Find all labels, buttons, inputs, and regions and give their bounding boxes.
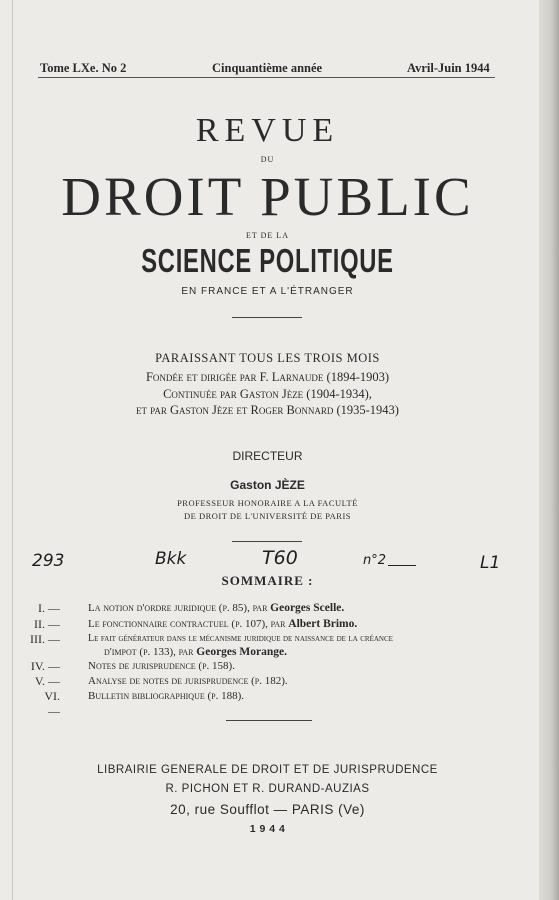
handwritten-note-3: T60	[262, 547, 298, 569]
continued-line: Continuée par Gaston Jèze (1904-1934),	[163, 387, 372, 401]
toc-entry-cont: d'impot (p. 133), par Georges Morange.	[104, 646, 287, 658]
handwritten-note-2: Bkk	[155, 549, 187, 569]
toc-number: V. —	[34, 674, 60, 688]
toc-entry: Bulletin bibliographique (p. 188).	[88, 690, 245, 702]
handwritten-dash	[388, 565, 416, 566]
toc-entry: Notes de jurisprudence (p. 158).	[88, 660, 235, 672]
director-name: Gaston JÈZE	[230, 478, 305, 492]
header-rule	[38, 77, 495, 78]
publisher-owners: R. PICHON ET R. DURAND-AUZIAS	[165, 783, 370, 795]
title-et-de-la: ET DE LA	[246, 231, 289, 240]
toc-entry: Analyse de notes de jurisprudence (p. 182).	[88, 675, 288, 687]
toc-entry: Le fait générateur dans le mécanisme juridique de naissance de la créance	[88, 633, 393, 644]
title-science-politique: SCIENCE POLITIQUE	[141, 242, 394, 279]
publication-frequency: PARAISSANT TOUS LES TROIS MOIS	[155, 351, 380, 365]
handwritten-note-1: 293	[32, 551, 65, 571]
handwritten-note-5: L1	[480, 553, 501, 573]
toc-number: VI. —	[44, 689, 60, 718]
director-label: DIRECTEUR	[232, 449, 303, 463]
sommaire-rule	[226, 720, 312, 721]
toc-entry: Le fonctionnaire contractuel (p. 107), par Albert Brimo.	[88, 618, 358, 630]
toc-number: II. —	[34, 617, 60, 631]
toc-number: IV. —	[30, 659, 60, 673]
director-role-1: PROFESSEUR HONORAIRE A LA FACULTÉ	[177, 498, 358, 508]
founded-line: Fondée et dirigée par F. Larnaude (1894-1903)	[145, 370, 390, 384]
year-count: Cinquantième année	[212, 61, 323, 75]
issue-date: Avril-Juin 1944	[407, 61, 490, 75]
title-du: DU	[260, 155, 275, 164]
title-rule	[232, 317, 302, 318]
director-rule	[232, 541, 302, 542]
tome-number: Tome LXe. No 2	[40, 61, 127, 75]
sommaire-title: SOMMAIRE :	[221, 573, 314, 588]
director-role-2: DE DROIT DE L'UNIVERSITÉ DE PARIS	[183, 511, 352, 521]
page-edge	[539, 0, 559, 900]
toc-number: III. —	[30, 632, 60, 646]
title-subtitle: EN FRANCE ET A L'ÉTRANGER	[181, 286, 354, 297]
publication-year: 1 9 4 4	[249, 823, 286, 835]
toc-entry: La notion d'ordre juridique (p. 85), par Georges Scelle.	[88, 602, 345, 614]
publisher-name: LIBRAIRIE GENERALE DE DROIT ET DE JURISPRUDENCE	[97, 764, 438, 776]
handwritten-note-4: n°2	[363, 553, 387, 568]
title-droit-public: DROIT PUBLIC	[61, 166, 474, 227]
publisher-address: 20, rue Soufflot — PARIS (Ve)	[170, 802, 365, 817]
toc-number: I. —	[38, 601, 60, 615]
and-by-line: et par Gaston Jèze et Roger Bonnard (1935-1943)	[136, 403, 399, 417]
title-revue: REVUE	[195, 112, 340, 149]
